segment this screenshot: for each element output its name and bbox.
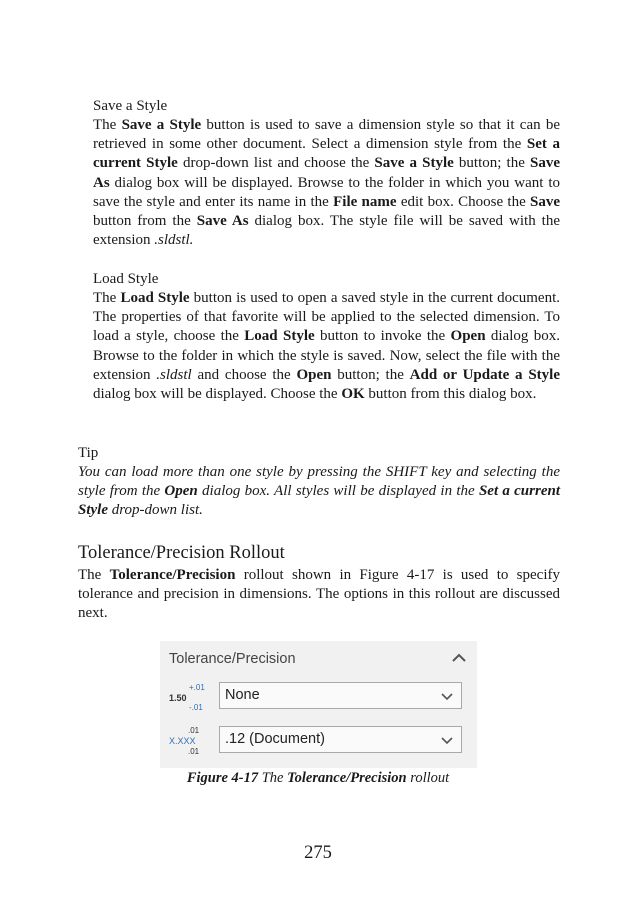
chevron-up-icon[interactable] (451, 651, 467, 665)
tip-heading: Tip (78, 445, 99, 461)
tolerance-type-value: None (225, 687, 260, 703)
caption-text: rollout (406, 770, 450, 786)
tolerance-paragraph (78, 566, 560, 624)
term-tolerance-precision: Tolerance/Precision (109, 567, 236, 583)
text-run: You can load more than one style by pressing the SHIFT key and selecting the style from the (78, 464, 560, 500)
tolerance-lower: -.01 (189, 703, 203, 712)
text-run: and choose the (191, 366, 297, 383)
text-run: The (93, 290, 121, 306)
term-save-as: Save As (93, 155, 560, 191)
term-set-current-style: Set a current Style (93, 136, 560, 172)
text-run: dialog box will be displayed. Choose the (93, 386, 342, 403)
text-run: rollout shown in Figure 4-17 is used to specify tolerance and precision in dimensions. The options in this rollout are discussed next. (78, 567, 560, 622)
term-load-style: Load Style (244, 328, 315, 345)
text-run: dialog box. All styles will be displayed in the (197, 483, 479, 500)
term-open: Open (296, 366, 332, 383)
text-run: dialog box. Browse to the folder in which the style is saved. Now, select the file with the extension (93, 328, 560, 383)
term-save: Save (530, 193, 561, 210)
save-style-heading: Save a Style (93, 98, 168, 114)
text-run: button to invoke the (314, 328, 451, 345)
page-number: 275 (304, 843, 332, 863)
tip-paragraph (78, 463, 560, 521)
text-run: button; the (453, 155, 530, 172)
term-save-as: Save As (196, 213, 249, 230)
text-run: button is used to open a saved style in the current document. The properties of that favorite will be applied to the selected dimension. To load a style, choose the (93, 290, 561, 345)
precision-icon (168, 725, 208, 759)
term-open: Open (164, 483, 198, 500)
caption-text: The (258, 770, 288, 786)
term-open: Open (450, 328, 486, 345)
text-run: drop-down list. (108, 502, 203, 519)
precision-upper: .01 (188, 726, 200, 735)
text-run: The (93, 117, 122, 133)
term-set-current-style: Set a current Style (78, 483, 560, 519)
rollout-title: Tolerance/Precision (169, 651, 296, 667)
term-ok: OK (341, 386, 365, 403)
tolerance-type-select[interactable] (219, 682, 462, 709)
text-run: edit box. Choose the (396, 193, 531, 210)
term-file-name: File name (333, 193, 397, 210)
load-style-paragraph (93, 289, 560, 404)
text-run: button is used to save a dimension style so that it can be retrieved in some other document. Select a dimension style from the (93, 117, 561, 153)
precision-value: X.XXX (169, 736, 196, 746)
term-save-a-style: Save a Style (374, 155, 454, 172)
precision-value-text: .12 (Document) (225, 731, 325, 747)
tolerance-value: 1.50 (169, 693, 187, 703)
load-style-heading: Load Style (93, 271, 159, 287)
precision-select[interactable] (219, 726, 462, 753)
term-extension: .sldstl. (154, 232, 194, 249)
save-style-paragraph (93, 116, 560, 250)
term-save-a-style: Save a Style (121, 117, 202, 133)
tolerance-icon (168, 682, 208, 716)
term-add-or-update-style: Add or Update a Style (409, 366, 560, 383)
text-run: The (78, 567, 110, 583)
chevron-down-icon (441, 691, 453, 701)
text-run: button; the (331, 366, 410, 383)
chevron-down-icon (441, 735, 453, 745)
section-title: Tolerance/Precision Rollout (78, 543, 285, 563)
term-load-style: Load Style (120, 290, 190, 306)
text-run: dialog box. The style file will be saved with the extension (93, 213, 560, 249)
caption-bold: Tolerance/Precision (287, 770, 407, 786)
text-run: button from this dialog box. (364, 386, 537, 403)
term-extension: .sldstl (156, 366, 192, 383)
tolerance-precision-rollout (160, 641, 477, 768)
text-run: button from the (93, 213, 197, 230)
tolerance-upper: +.01 (189, 683, 205, 692)
caption-label: Figure 4-17 (186, 770, 259, 786)
figure-caption (0, 770, 636, 787)
precision-lower: .01 (188, 747, 200, 756)
text-run: drop-down list and choose the (177, 155, 375, 172)
text-run: dialog box will be displayed. Browse to the folder in which you want to save the style and enter its name in the (93, 174, 560, 210)
